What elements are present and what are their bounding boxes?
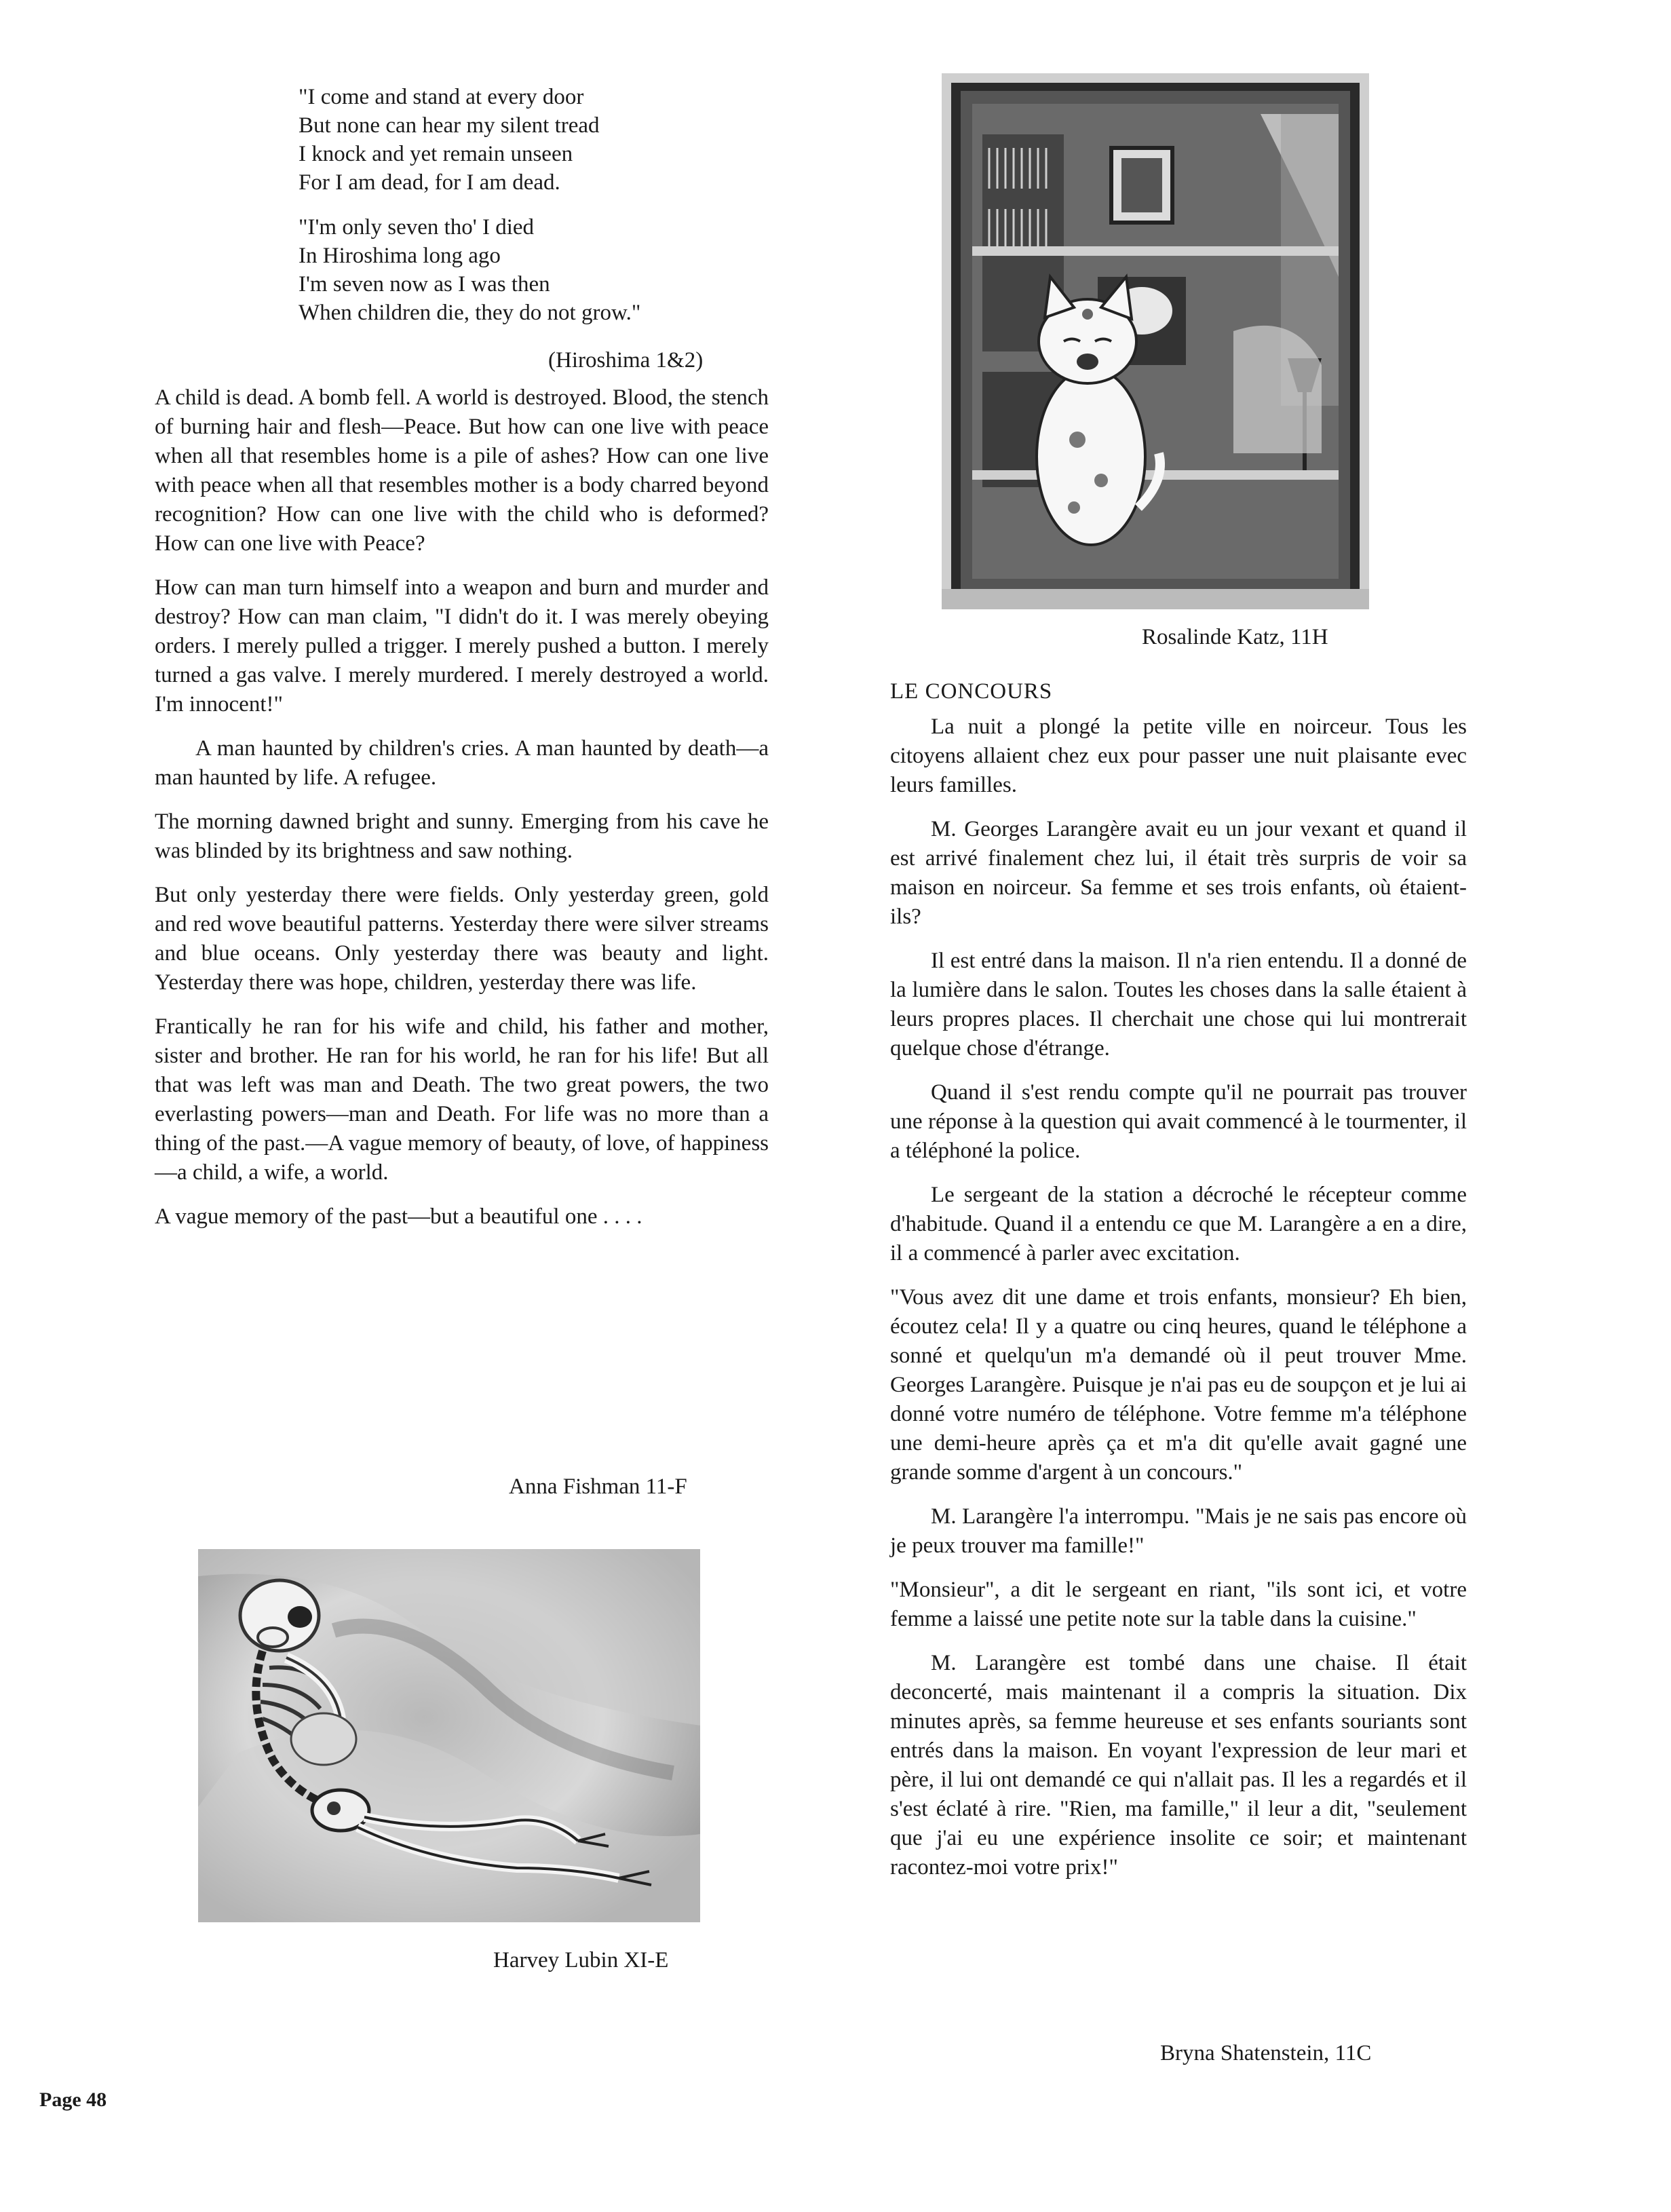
poem-source: (Hiroshima 1&2) <box>548 348 704 373</box>
poem-line: "I'm only seven tho' I died <box>299 215 535 240</box>
poem-stanza <box>299 213 773 327</box>
page-number: Page 48 <box>39 2089 107 2111</box>
poem-line: In Hiroshima long ago <box>299 244 501 268</box>
story-paragraph: "Vous avez dit une dame et trois enfants, monsieur? Eh bien, écoutez cela! Il y a quatre ou cinq heures, quand le téléphone a sonné et quelqu'un m'a demandé où il peut trouver Mme. Georges Larangère. Puisque je n'ai pas eu de soupçon et je lui ai donné votre numéro de téléphone. Votre femme m'a téléphone une demi-heure après ça et m'a dit qu'elle avait gagné une grande somme d'argent à un concours." <box>890 1285 1467 1485</box>
story-paragraph: Quand il s'est rendu compte qu'il ne pourrait pas trouver une réponse à la question qui avait commencé à le tourmenter, il a téléphoné la police. <box>890 1080 1467 1163</box>
essay-paragraph: But only yesterday there were fields. Only yesterday green, gold and red wove beautiful patterns. Yesterday there were silver streams and blue oceans. Only yesterday there was beauty and light. Yesterday there was hope, children, yesterday there was life. <box>155 883 769 995</box>
essay-author: Anna Fishman 11-F <box>509 1474 687 1499</box>
poem-line: For I am dead, for I am dead. <box>299 170 560 195</box>
essay-paragraph: A vague memory of the past—but a beautiful one . . . . <box>155 1204 642 1229</box>
story-title: LE CONCOURS <box>890 679 1053 704</box>
story-paragraph: M. Larangère l'a interrompu. "Mais je ne sais pas encore où je peux trouver ma famille!" <box>890 1504 1467 1558</box>
story-author: Bryna Shatenstein, 11C <box>1160 2041 1372 2065</box>
story-column <box>890 712 1467 1897</box>
essay-paragraph: How can man turn himself into a weapon and burn and murder and destroy? How can man claim, "I didn't do it. I was merely obeying orders. I merely pulled a trigger. I merely pushed a button. I merely turned a gas valve. I merely murdered. I merely destroyed a world. I'm innocent!" <box>155 575 769 717</box>
essay-paragraph: The morning dawned bright and sunny. Emerging from his cave he was blinded by its brightness and saw nothing. <box>155 809 769 863</box>
story-paragraph: Il est entré dans la maison. Il n'a rien entendu. Il a donné de la lumière dans le salon. Toutes les choses dans la salle étaient à leurs propres places. Il cherchait une chose qui lui montrerait quelque chose d'étrange. <box>890 949 1467 1061</box>
cat-window-painting <box>942 73 1369 609</box>
poem <box>299 83 773 343</box>
essay-paragraph: A child is dead. A bomb fell. A world is destroyed. Blood, the stench of burning hair and flesh—Peace. But how can one live with peace when all that resembles home is a pile of ashes? How can one live with peace when all that resembles mother is a body charred beyond recognition? How can one live with the child who is deformed? How can one live with Peace? <box>155 385 769 556</box>
essay-paragraph: A man haunted by children's cries. A man haunted by death—a man haunted by life. A refugee. <box>155 736 769 790</box>
cat-painting-caption: Rosalinde Katz, 11H <box>1142 625 1328 649</box>
story-paragraph: Le sergeant de la station a décroché le récepteur comme d'habitude. Quand il a entendu ce que M. Larangère a en a dire, il a commencé à parler avec excitation. <box>890 1183 1467 1265</box>
poem-line: I knock and yet remain unseen <box>299 142 573 166</box>
story-paragraph: La nuit a plongé la petite ville en noirceur. Tous les citoyens allaient chez eux pour passer une nuit plaisante evec leurs familles. <box>890 714 1467 797</box>
story-paragraph: M. Georges Larangère avait eu un jour vexant et quand il est arrivé finalement chez lui, il était très surpris de voir sa maison en noirceur. Sa femme et ses trois enfants, où étaient-ils? <box>890 817 1467 929</box>
story-paragraph: "Monsieur", a dit le sergeant en riant, "ils sont ici, et votre femme a laissé une petite note sur la table dans la cuisine." <box>890 1578 1467 1631</box>
poem-line: I'm seven now as I was then <box>299 272 550 297</box>
poem-line: "I come and stand at every door <box>299 85 584 109</box>
skeleton-drawing-caption: Harvey Lubin XI-E <box>493 1948 669 1972</box>
poem-line: But none can hear my silent tread <box>299 113 600 138</box>
essay-column <box>155 383 769 1246</box>
story-paragraph: M. Larangère est tombé dans une chaise. Il était deconcerté, mais maintenant il a compris la situation. Dix minutes après, sa femme heureuse et ses enfants souriants sont entrés dans la maison. En voyant l'expression de leur mari et père, il lui ont demandé ce qui n'allait pas. Il les a regardés et il s'est éclaté à rire. "Rien, ma famille," il leur a dit, "seulement que j'ai eu une expérience insolite ce soir; et maintenant racontez-moi votre prix!" <box>890 1651 1467 1880</box>
skeleton-drawing <box>198 1549 700 1922</box>
poem-stanza <box>299 83 773 197</box>
poem-line: When children die, they do not grow." <box>299 301 641 325</box>
essay-paragraph: Frantically he ran for his wife and child, his father and mother, sister and brother. He ran for his world, he ran for his life! But all that was left was man and Death. The two great powers, the two everlasting powers—man and Death. For life was no more than a thing of the past.—A vague memory of beauty, of love, of happiness—a child, a wife, a world. <box>155 1014 769 1185</box>
